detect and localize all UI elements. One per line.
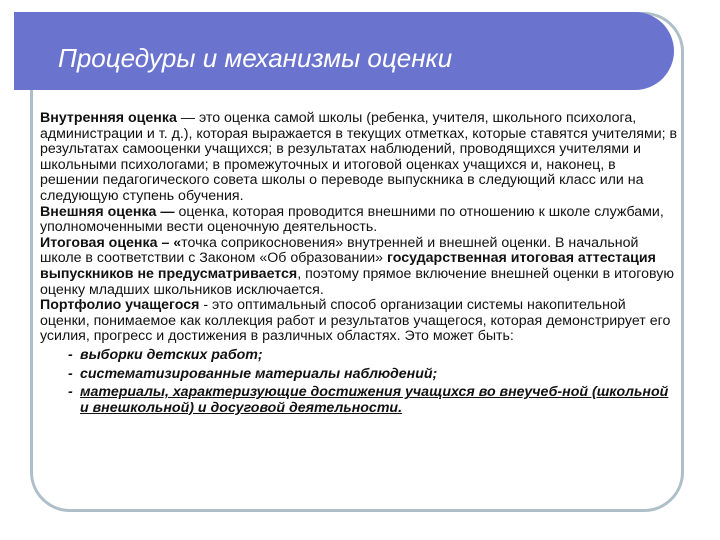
slide-title: Процедуры и механизмы оценки <box>58 43 453 73</box>
term-portfolio: Портфолио учащегося <box>40 297 200 314</box>
paragraph-internal-assessment <box>40 111 678 205</box>
term-external-assessment: Внешняя оценка — <box>40 203 175 220</box>
paragraph-final-assessment <box>40 236 678 298</box>
paragraph-external-assessment <box>40 205 678 236</box>
paragraph-text: - это оптимальный способ организации системы накопительной оценки, понимаемое как коллекция работ и результатов учащегося, которая демонстрирует его усилия, прогресс и достижения в различных областях. Это может быть: <box>40 297 671 345</box>
paragraph-text: оценка, которая проводится внешними по отношению к школе службами, уполномоченными вести оценочную деятельность. <box>40 203 664 236</box>
list-item <box>40 367 678 383</box>
list-item-text: систематизированные материалы наблюдений; <box>80 365 438 382</box>
list-item <box>40 348 678 364</box>
list-item-text: материалы, характеризующие достижения учащихся во внеучеб-ной (школьной и внешкольной) и досуговой деятельности. <box>80 384 669 416</box>
list-marker: - <box>68 384 73 401</box>
title-bar <box>14 12 674 90</box>
slide-body <box>40 111 678 416</box>
paragraph-text: точка соприкосновения» внутренней и внешней оценки. В начальной школе в соответствии с Законом «Об образовании» <box>40 234 639 267</box>
term-internal-assessment: Внутренняя оценка <box>40 110 177 126</box>
paragraph-portfolio <box>40 298 678 345</box>
list-item-text: выборки детских работ; <box>80 346 263 363</box>
list-marker: - <box>68 346 73 363</box>
emphasis-state-attestation: государственная итоговая аттестация выпускников не предусматривается <box>40 250 656 282</box>
paragraph-text: — это оценка самой школы (ребенка, учителя, школьного психолога, администрации и т. д.), которая выражается в текущих отметках, которые ставятся учителями; в результатах самооценки учащихся; в результатах наблюдений, проводящихся учителями и школьными психологами; в промежуточных и итоговой оценках учащихся и, наконец, в решении педагогического совета школы о переводе выпускника в следующий класс или на следующую ступень обучения. <box>40 110 678 204</box>
list-item <box>40 385 678 416</box>
portfolio-list <box>40 348 678 416</box>
paragraph-text: , поэтому прямое включение внешней оценки в итоговую оценку младших школьников исключается. <box>40 265 674 298</box>
list-marker: - <box>68 365 73 382</box>
term-final-assessment: Итоговая оценка – « <box>40 234 182 251</box>
